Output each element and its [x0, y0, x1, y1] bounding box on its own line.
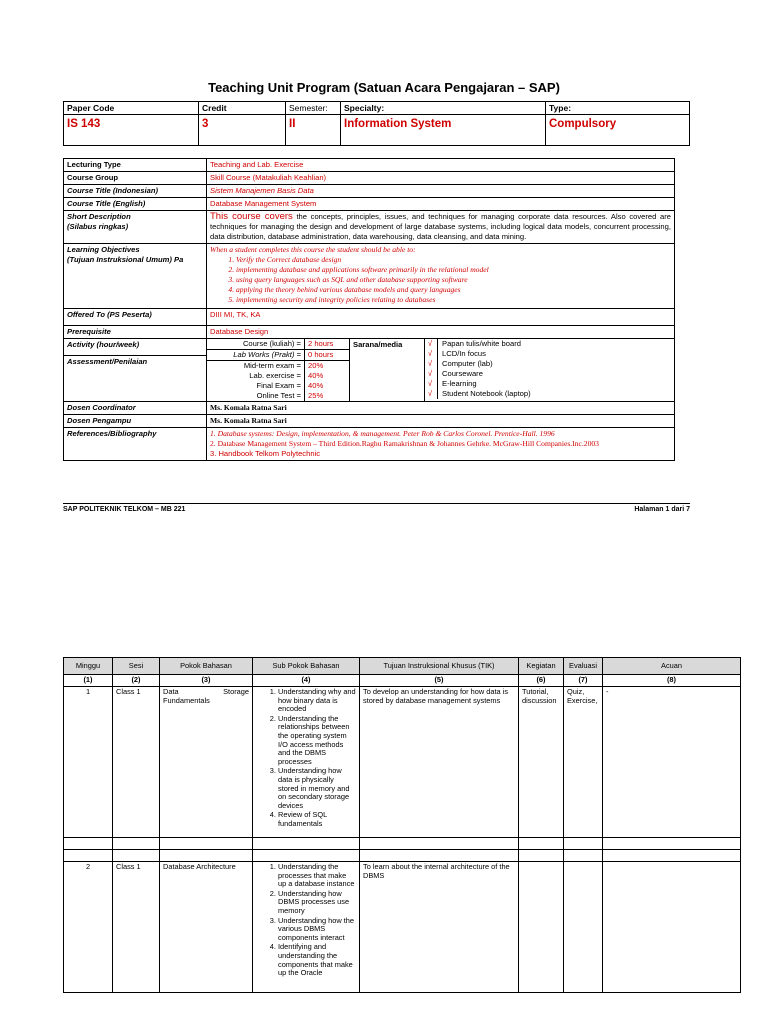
- footer-left: SAP POLITEKNIK TELKOM – MB 221: [63, 506, 186, 513]
- short-description-value: [207, 211, 675, 244]
- blank-cell: [564, 850, 603, 862]
- row-kegiatan: Tutorial, discussion: [519, 687, 564, 838]
- sarana-item: LCD/In focus: [442, 349, 486, 358]
- header-acuan: Acuan: [603, 658, 741, 675]
- sarana-item: E-learning: [442, 379, 477, 388]
- semester-label: Semester:: [286, 102, 341, 115]
- course-group-value: Skill Course (Matakuliah Keahlian): [207, 172, 675, 185]
- table-row-blank: [64, 838, 741, 850]
- activity-row: [207, 391, 349, 401]
- table-row: [64, 862, 741, 993]
- column-number: (3): [160, 675, 253, 687]
- blank-cell: [360, 838, 519, 850]
- sarana-item: Computer (lab): [442, 359, 493, 368]
- pengampu-value: Ms. Komala Ratna Sari: [207, 415, 675, 428]
- list-item: 3. Understanding how the various DBMS components interact: [278, 917, 356, 943]
- row-tik: To learn about the internal architecture of the DBMS: [360, 862, 519, 993]
- course-title-id-label: Course Title (Indonesian): [64, 185, 207, 198]
- schedule-table: [63, 657, 741, 993]
- blank-cell: [603, 850, 741, 862]
- type-label: Type:: [546, 102, 690, 115]
- course-title-en-label: Course Title (English): [64, 198, 207, 211]
- activity-row: [207, 381, 349, 391]
- coordinator-label: Dosen Coordinator: [64, 402, 207, 415]
- blank-cell: [113, 838, 160, 850]
- specialty-value: Information System: [341, 115, 546, 146]
- credit-value: 3: [199, 115, 286, 146]
- list-item: 2. Understanding the relationships between the operating system I/O access methods and the DBMS processes: [278, 715, 356, 767]
- offered-to-label: Offered To (PS Peserta): [64, 309, 207, 326]
- sub-list: [256, 863, 356, 978]
- references-label: References/Bibliography: [64, 428, 207, 461]
- check-icon: √: [425, 389, 438, 399]
- activity-row-label: Final Exam =: [256, 381, 301, 390]
- type-value: Compulsory: [546, 115, 690, 146]
- objective-item: 5. implementing security and integrity policies relating to databases: [236, 295, 671, 305]
- activity-row-label: Lab Works (Prakt) =: [233, 350, 301, 359]
- sarana-row: [425, 379, 674, 389]
- header-tik: Tujuan Instruksional Khusus (TIK): [360, 658, 519, 675]
- column-number: (4): [253, 675, 360, 687]
- course-title-id-value: Sistem Manajemen Basis Data: [207, 185, 675, 198]
- header-minggu: Minggu: [64, 658, 113, 675]
- prerequisite-label: Prerequisite: [64, 326, 207, 339]
- sarana-row: [425, 349, 674, 359]
- blank-cell: [564, 838, 603, 850]
- row-tik: To develop an understanding for how data is stored by database management systems: [360, 687, 519, 838]
- check-icon: √: [425, 349, 438, 359]
- blank-cell: [160, 850, 253, 862]
- activity-row-label: Course (kuliah) =: [242, 339, 301, 348]
- activity-row-value: 2 hours: [304, 339, 349, 349]
- objective-item: 2. implementing database and applications software primarily in the relational model: [236, 265, 671, 275]
- assessment-label: Assessment/Penilaian: [67, 357, 148, 366]
- pokok-word: Data: [163, 687, 179, 696]
- blank-cell: [603, 838, 741, 850]
- reference-item: 3. Handbook Telkom Polytechnic: [210, 449, 321, 458]
- check-icon: √: [425, 379, 438, 389]
- paper-code-value: IS 143: [64, 115, 199, 146]
- activity-row: [207, 350, 349, 361]
- column-number: (7): [564, 675, 603, 687]
- semester-value: II: [286, 115, 341, 146]
- lecturing-type-label: Lecturing Type: [64, 159, 207, 172]
- learning-objectives-label-line2: (Tujuan Instruksional Umum) Pa: [67, 255, 184, 264]
- row-acuan: [603, 862, 741, 993]
- blank-cell: [360, 850, 519, 862]
- activity-row-value: 25%: [304, 391, 349, 401]
- reference-item: 1. Database systems: Design, implementation, & management. Peter Rob & Carlos Coronel. Prentice-Hall. 1996: [210, 429, 555, 438]
- sarana-label: Sarana/media: [350, 339, 425, 402]
- header-evaluasi: Evaluasi: [564, 658, 603, 675]
- blank-cell: [160, 838, 253, 850]
- activity-row: [207, 361, 349, 371]
- sarana-item: Papan tulis/white board: [442, 339, 521, 348]
- objective-item: 3. using query languages such as SQL and other database supporting software: [236, 275, 671, 285]
- activity-row-label: Online Test =: [256, 391, 301, 400]
- list-item: 1. Understanding the processes that make up a database instance: [278, 863, 356, 889]
- column-number: (1): [64, 675, 113, 687]
- sarana-values: [425, 339, 675, 402]
- list-item: 1. Understanding why and how binary data is encoded: [278, 688, 356, 714]
- blank-cell: [253, 850, 360, 862]
- pengampu-label: Dosen Pengampu: [64, 415, 207, 428]
- header-sub-pokok-bahasan: Sub Pokok Bahasan: [253, 658, 360, 675]
- row-acuan: -: [603, 687, 741, 838]
- blank-cell: [64, 838, 113, 850]
- row-sesi: Class 1: [113, 687, 160, 838]
- blank-cell: [253, 838, 360, 850]
- short-description-lead: This course covers: [210, 211, 293, 222]
- credit-label: Credit: [199, 102, 286, 115]
- course-info-table: [63, 158, 675, 461]
- specialty-label: Specialty:: [341, 102, 546, 115]
- header-kegiatan: Kegiatan: [519, 658, 564, 675]
- table-row: [64, 687, 741, 838]
- row-minggu: 2: [64, 862, 113, 993]
- sarana-item: Courseware: [442, 369, 483, 378]
- row-sesi: Class 1: [113, 862, 160, 993]
- check-icon: √: [425, 369, 438, 379]
- sarana-row: [425, 389, 674, 399]
- short-description-text: the concepts, principles, issues, and techniques for managing corporate data resources. Also covered are techniques for managing the design and development of large database systems, including logical data models, concurrent processing, data distribution, database administration, data warehousing, data cleansing, and data mining.: [210, 212, 671, 241]
- coordinator-value: Ms. Komala Ratna Sari: [207, 402, 675, 415]
- activity-row-value: 20%: [304, 361, 349, 371]
- row-minggu: 1: [64, 687, 113, 838]
- offered-to-value: DIII MI, TK, KA: [207, 309, 675, 326]
- references-value: [207, 428, 675, 461]
- short-description-label-line1: Short Description: [67, 212, 131, 221]
- sarana-row: [425, 359, 674, 369]
- paper-header-table: [63, 101, 690, 146]
- document-title: Teaching Unit Program (Satuan Acara Pengajaran – SAP): [208, 80, 560, 95]
- row-sub-pokok-bahasan: [253, 862, 360, 993]
- pokok-word: Storage: [223, 687, 249, 696]
- row-evaluasi: [564, 862, 603, 993]
- activity-assessment-label: [64, 339, 207, 402]
- list-item: 4. Review of SQL fundamentals: [278, 811, 356, 828]
- list-item: 4. Identifying and understanding the components that make up the Oracle: [278, 943, 356, 977]
- short-description-label-line2: (Silabus ringkas): [67, 222, 129, 231]
- list-item: 2. Understanding how DBMS processes use memory: [278, 890, 356, 916]
- activity-label: Activity (hour/week): [64, 339, 206, 356]
- column-number: (6): [519, 675, 564, 687]
- column-number: (2): [113, 675, 160, 687]
- sarana-row: [425, 369, 674, 379]
- paper-code-label: Paper Code: [64, 102, 199, 115]
- pokok-line: Fundamentals: [163, 695, 210, 705]
- activity-row-value: 40%: [304, 381, 349, 391]
- row-sub-pokok-bahasan: [253, 687, 360, 838]
- course-group-label: Course Group: [64, 172, 207, 185]
- check-icon: √: [425, 359, 438, 369]
- objective-item: 1. Verify the Correct database design: [236, 255, 671, 265]
- objectives-list: [210, 255, 671, 305]
- objectives-intro: When a student completes this course the student should be able to:: [210, 245, 416, 254]
- blank-cell: [64, 850, 113, 862]
- activity-row: [207, 371, 349, 381]
- activity-row-value: 40%: [304, 371, 349, 381]
- reference-item: 2. Database Management System – Third Edition.Raghu Ramakrishnan & Johannes Gehrke. McGraw-Hill Companies.Inc.2003: [210, 439, 599, 448]
- short-description-label: [64, 211, 207, 244]
- activity-row-value: 0 hours: [304, 350, 349, 360]
- footer-page-number: Halaman 1 dari 7: [634, 506, 690, 513]
- learning-objectives-label: [64, 244, 207, 309]
- lecturing-type-value: Teaching and Lab. Exercise: [207, 159, 675, 172]
- activity-row-label: Lab. exercise =: [249, 371, 301, 380]
- column-number: (8): [603, 675, 741, 687]
- activity-values: [207, 339, 350, 402]
- row-pokok-bahasan: Database Architecture: [160, 862, 253, 993]
- sarana-item: Student Notebook (laptop): [442, 389, 531, 398]
- prerequisite-value: Database Design: [207, 326, 675, 339]
- activity-row-label: Mid-term exam =: [243, 361, 301, 370]
- learning-objectives-value: [207, 244, 675, 309]
- course-title-en-value: Database Management System: [207, 198, 675, 211]
- header-pokok-bahasan: Pokok Bahasan: [160, 658, 253, 675]
- objective-item: 4. applying the theory behind various database models and query languages: [236, 285, 671, 295]
- sarana-row: [425, 339, 674, 349]
- sub-list: [256, 688, 356, 829]
- column-number: (5): [360, 675, 519, 687]
- row-evaluasi: Quiz, Exercise,: [564, 687, 603, 838]
- row-kegiatan: [519, 862, 564, 993]
- blank-cell: [519, 850, 564, 862]
- check-icon: √: [425, 339, 438, 349]
- blank-cell: [519, 838, 564, 850]
- header-sesi: Sesi: [113, 658, 160, 675]
- row-pokok-bahasan: [160, 687, 253, 838]
- blank-cell: [113, 850, 160, 862]
- list-item: 3. Understanding how data is physically stored in memory and on secondary storage devices: [278, 767, 356, 810]
- learning-objectives-label-line1: Learning Objectives: [67, 245, 140, 254]
- table-row-blank: [64, 850, 741, 862]
- activity-row: [207, 339, 349, 350]
- page-footer: [63, 503, 690, 513]
